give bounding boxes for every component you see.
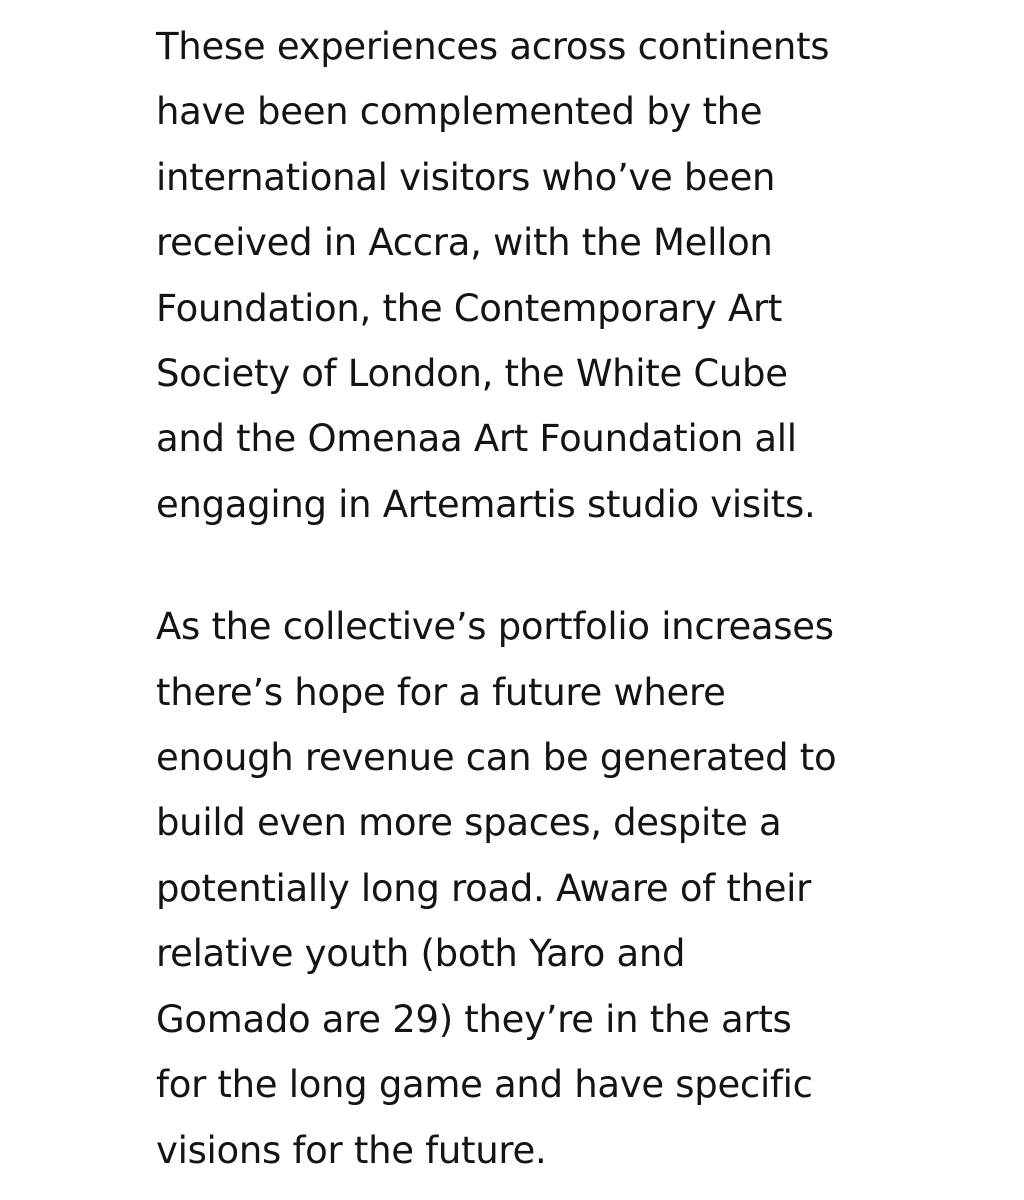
text-line: for the long game and have specific <box>156 1063 813 1107</box>
text-line: Gomado are 29) they’re in the arts <box>156 997 792 1041</box>
paragraph-future-visions <box>156 594 896 1183</box>
paragraph-studio-visits <box>156 14 896 537</box>
text-line: enough revenue can be generated to <box>156 736 837 780</box>
text-line: international visitors who’ve been <box>156 155 776 199</box>
text-line: Foundation, the Contemporary Art <box>156 286 783 330</box>
text-line: build even more spaces, despite a <box>156 801 782 845</box>
text-line: relative youth (both Yaro and <box>156 932 686 976</box>
text-line: potentially long road. Aware of their <box>156 866 812 910</box>
text-line: As the collective’s portfolio increases <box>156 605 834 649</box>
article-body <box>156 14 896 1183</box>
text-line: These experiences across continents <box>156 25 830 68</box>
text-line: and the Omenaa Art Foundation all <box>156 417 797 461</box>
text-line: visions for the future. <box>156 1128 547 1172</box>
text-line: Society of London, the White Cube <box>156 352 788 396</box>
text-line: received in Accra, with the Mellon <box>156 221 773 265</box>
text-line: there’s hope for a future where <box>156 670 726 714</box>
text-line: engaging in Artemartis studio visits. <box>156 482 816 526</box>
text-line: have been complemented by the <box>156 90 763 134</box>
